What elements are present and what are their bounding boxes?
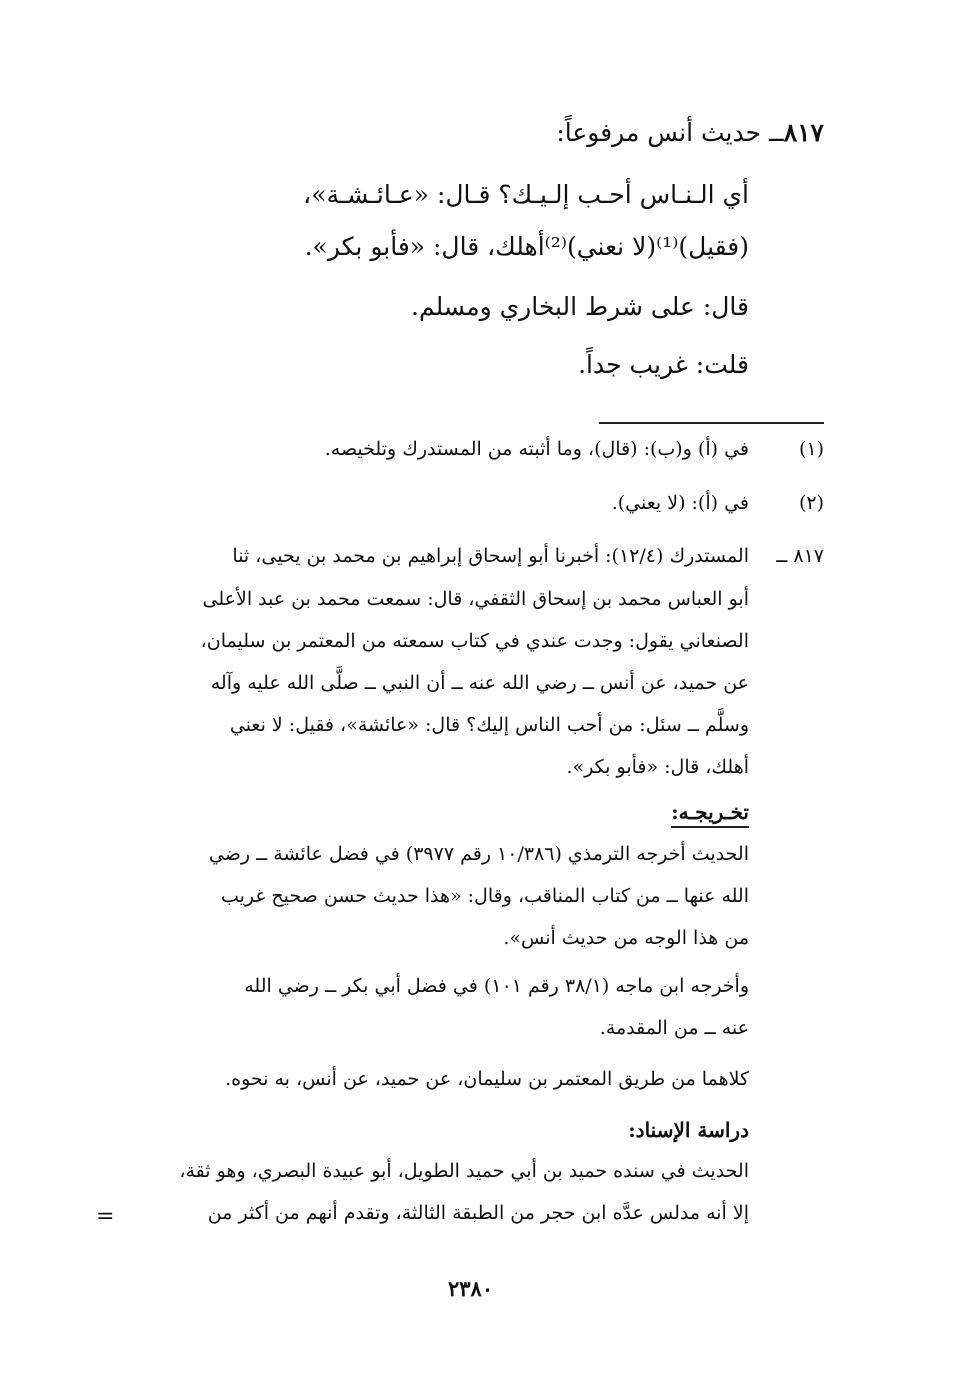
hadith-number: ٨١٧ [783,118,824,147]
isnad-line-2: إلا أنه مدلس عدَّه ابن حجر من الطبقة الثالثة، وتقدم أنهم من أكثر من [207,1202,749,1224]
hadith-text-line-2: (فقيل)⁽¹⁾(لا نعني)⁽²⁾أهلك، قال: «فأبو بكر». [304,232,749,261]
hadith-dash: ــ [769,118,784,147]
hakim-verdict: قال: على شرط البخاري ومسلم. [411,292,749,321]
takhrij-heading-text: تخـريجـه: [671,800,749,828]
takhrij-para1-line-1: الحديث أخرجه الترمذي (١٠/٣٨٦ رقم ٣٩٧٧) في فضل عائشة ــ رضي [208,843,749,865]
footnote-1-mark: (١) [798,438,824,460]
continuation-mark: = [96,1204,115,1229]
commentary-line-2: أبو العباس محمد بن إسحاق الثقفي، قال: سمعت محمد بن عبد الأعلى [202,588,749,610]
hadith-text-line-1: أي الـنـاس أحـب إلـيـك؟ قـال: «عـائـشـة»، [303,180,749,209]
commentary-line-1: المستدرك (١٢/٤): أخبرنا أبو إسحاق إبراهيم بن محمد بن يحيى، ثنا [232,545,749,567]
footnote-2-text: في (أ): (لا يعني). [611,492,749,514]
footnote-separator [599,422,824,424]
takhrij-para1-line-2: الله عنها ــ من كتاب المناقب، وقال: «هذا حديث حسن صحيح غريب [220,885,749,907]
commentary-line-3: الصنعاني يقول: وجدت عندي في كتاب سمعته من المعتمر بن سليمان، [200,630,749,652]
isnad-heading: دراسة الإسناد: [628,1118,749,1142]
commentary-line-6: أهلك، قال: «فأبو بكر». [566,756,749,778]
hadith-header [556,118,824,147]
hadith-title: حديث أنس مرفوعاً: [556,118,762,147]
footnote-1-text: في (أ) و(ب): (قال)، وما أثبته من المستدرك وتلخيصه. [324,438,749,460]
page-number: ٢٣٨٠ [448,1276,494,1301]
commentary-number: ٨١٧ ــ [776,545,824,567]
commentary-line-4: عن حميد، عن أنس ــ رضي الله عنه ــ أن النبي ــ صلَّى الله عليه وآله [210,672,749,694]
takhrij-para1-line-3: من هذا الوجه من حديث أنس». [503,927,749,949]
takhrij-heading [671,800,749,824]
takhrij-para2-line-1: وأخرجه ابن ماجه (٣٨/١ رقم ١٠١) في فضل أبي بكر ــ رضي الله [244,975,749,997]
footnote-2-mark: (٢) [798,492,824,514]
takhrij-para3-line-1: كلاهما من طريق المعتمر بن سليمان، عن حميد، عن أنس، به نحوه. [225,1068,749,1090]
dhahabi-verdict: قلت: غريب جداً. [578,350,749,379]
isnad-line-1: الحديث في سنده حميد بن أبي حميد الطويل، أبو عبيدة البصري، وهو ثقة، [179,1160,749,1182]
takhrij-para2-line-2: عنه ــ من المقدمة. [599,1017,749,1039]
commentary-line-5: وسلَّم ــ سئل: من أحب الناس إليك؟ قال: «عائشة»، فقيل: لا نعني [229,714,749,736]
